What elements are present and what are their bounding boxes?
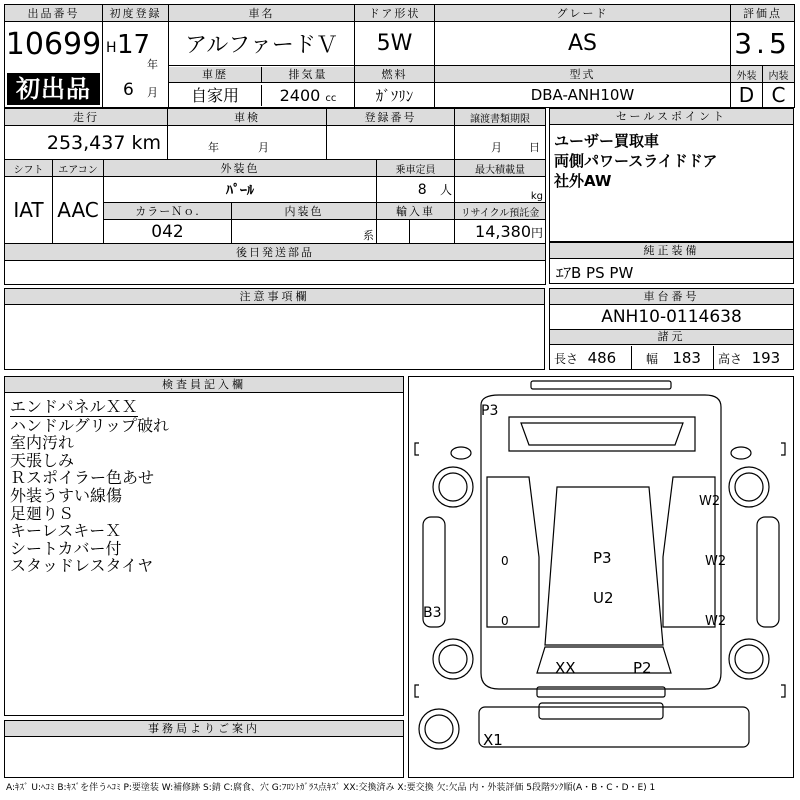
inspector-line-8: キーレスキーＸ [10, 521, 122, 541]
capacity-label: 乗車定員 [377, 160, 455, 177]
chassis-box [549, 288, 794, 370]
first-reg-year: 17 [117, 30, 151, 60]
ext-score-label: 外装 [731, 66, 763, 83]
height-label: 高さ [718, 352, 743, 366]
left-door-shape [487, 477, 539, 627]
bracket-left-bottom [415, 685, 419, 697]
right-mirror-shape [731, 447, 751, 459]
office-label: 事務局よりご案内 [5, 721, 403, 737]
reg-no-cell [327, 126, 455, 160]
width-label: 幅 [646, 352, 659, 366]
score-value: 3.5 [731, 22, 795, 66]
genuine-label: 純正装備 [550, 243, 793, 259]
inspection-year-unit: 年 [208, 141, 220, 154]
import-label: 輸入車 [377, 203, 455, 220]
history-label: 車歴 [169, 67, 262, 82]
inspection-label: 車検 [168, 109, 327, 126]
first-reg-cell [103, 22, 169, 108]
lot-no-cell [5, 22, 103, 108]
bracket-right-bottom [781, 685, 785, 697]
first-reg-month: 6 [123, 80, 134, 100]
inspector-line-5: Ｒスポイラー色あせ [10, 468, 155, 488]
chassis-value: ANH10-0114638 [601, 307, 742, 327]
transfer-date-label: 譲渡書類期限 [455, 109, 546, 126]
specs-row [550, 346, 793, 370]
sales-point-1: ユーザー買取車 [554, 132, 660, 150]
mark-p3-front: P3 [481, 403, 499, 419]
first-listing-badge: 初出品 [7, 73, 100, 105]
first-reg-label: 初度登録 [103, 5, 169, 22]
windshield-shape [521, 423, 683, 445]
sales-point-3: 社外AW [554, 172, 612, 190]
hood-shape [509, 417, 695, 451]
inspector-line-2: ハンドルグリップ破れ [10, 415, 170, 435]
length-label: 長さ [554, 352, 579, 366]
inspector-label: 検査員記入欄 [5, 377, 403, 393]
shift-value: IAT [5, 177, 53, 244]
right-side-strip [757, 517, 779, 627]
grade-label: グレード [435, 5, 731, 22]
sales-points-label: セールスポイント [550, 109, 793, 125]
recycle-unit: 円 [531, 226, 544, 240]
model-code-label: 型式 [435, 66, 731, 83]
length-value: 486 [587, 349, 617, 367]
mark-zero-left1: 0 [501, 554, 509, 568]
mark-w2-right3: W2 [705, 614, 727, 629]
mark-w2-right2: W2 [705, 554, 727, 569]
legend-text: A:ｷｽﾞ U:ﾍｺﾐ B:ｷｽﾞを伴うﾍｺﾐ P:要塗装 W:補修跡 S:錆 C:腐食、穴 G:ﾌﾛﾝﾄｶﾞﾗｽ点ｷｽﾞ XX:交換済み X:要交換 欠:欠品 内・外装評価 5段階ﾗﾝｸ順(A・B・C・D・E) 1 [6, 783, 656, 793]
chassis-label: 車台番号 [550, 289, 793, 305]
ac-label: エアコン [53, 160, 104, 177]
interior-color-unit: 系 [232, 220, 377, 244]
car-name-value: アルファードＶ [169, 22, 355, 66]
inspector-lines [10, 397, 169, 575]
model-code-value: DBA-ANH10W [435, 83, 731, 108]
wheel-front-right-inner [735, 473, 763, 501]
transfer-date-cell [455, 126, 546, 160]
capacity-cell [377, 177, 455, 203]
inspector-line-6: 外装うすい線傷 [10, 485, 123, 505]
car-diagram [408, 376, 794, 778]
wheel-front-left-inner [439, 473, 467, 501]
height-value: 193 [751, 349, 781, 367]
inspector-line-1: エンドパネルＸＸ [10, 397, 138, 416]
mark-w2-right: W2 [699, 494, 721, 509]
capacity-unit: 人 [440, 183, 453, 197]
inspector-box [4, 376, 404, 716]
score-label: 評価点 [731, 5, 795, 22]
grade-value: AS [435, 22, 731, 66]
genuine-value: ｴｱB PS PW [556, 264, 634, 282]
door-label: ドア形状 [355, 5, 435, 22]
fuel-value: ｶﾞｿﾘﾝ [355, 83, 435, 108]
recycle-value: 14,380 [475, 222, 531, 241]
transfer-month-unit: 月 [491, 141, 503, 154]
later-parts-label: 後日発送部品 [5, 244, 546, 261]
width-value: 183 [672, 349, 701, 367]
mileage-unit: km [131, 131, 162, 154]
left-mirror-shape [451, 447, 471, 459]
sales-point-2: 両側パワースライドドア [554, 152, 718, 170]
wheel-rear-left-inner [439, 645, 467, 673]
ext-score-value: D [731, 83, 763, 108]
import-cell-b [410, 220, 455, 244]
front-bumper-shape [531, 381, 671, 389]
max-load-label: 最大積載量 [455, 160, 546, 177]
genuine-box [549, 242, 794, 284]
first-reg-era: H [106, 40, 117, 56]
mileage-value: 253,437 [46, 131, 126, 154]
import-cell-a [377, 220, 410, 244]
displacement-value: 2400 [279, 85, 321, 105]
inspector-line-9: シートカバー付 [10, 538, 122, 558]
fuel-label: 燃料 [355, 66, 435, 83]
color-no-value: 042 [104, 220, 232, 244]
bracket-left-top [415, 443, 419, 455]
exterior-color-label: 外装色 [104, 160, 377, 177]
specs-label: 諸元 [550, 329, 793, 345]
lot-no-value: 10699 [5, 27, 102, 62]
spare-wheel-inner [425, 715, 453, 743]
mark-xx-rear: XX [555, 659, 576, 677]
capacity-value: 8 [417, 182, 427, 198]
int-score-value: C [763, 83, 795, 108]
details-table [4, 108, 546, 285]
mark-p3-center: P3 [593, 549, 612, 567]
recycle-label: リサイクル預託金 [455, 203, 546, 220]
mark-u2-center: U2 [593, 589, 614, 607]
car-diagram-svg [409, 377, 793, 777]
inspector-line-3: 室内汚れ [10, 433, 75, 453]
history-disp-label-cell [169, 66, 355, 83]
mileage-cell [5, 126, 168, 160]
displacement-label: 排気量 [262, 67, 354, 82]
inspector-line-7: 足廻りＳ [10, 503, 75, 523]
inspector-line-10: スタッドレスタイヤ [10, 556, 154, 576]
spare-panel-shape [479, 707, 749, 747]
first-reg-year-unit: 年 [147, 58, 158, 71]
mark-x1-spare: X1 [483, 731, 503, 749]
displacement-unit: cc [325, 92, 337, 104]
mark-p2-rear: P2 [633, 659, 652, 677]
inspector-line-4: 天張しみ [10, 450, 75, 470]
inspection-month-unit: 月 [258, 141, 270, 154]
mark-b3-left: B3 [423, 605, 442, 621]
color-no-label: カラーＮｏ. [104, 203, 232, 220]
notes-box [4, 288, 545, 370]
shift-label: シフト [5, 160, 53, 177]
door-value: 5W [355, 22, 435, 66]
inspection-cell [168, 126, 327, 160]
mileage-label: 走行 [5, 109, 168, 126]
office-box [4, 720, 404, 778]
sales-points-box [549, 108, 794, 242]
notes-label: 注意事項欄 [5, 289, 544, 305]
lot-no-label: 出品番号 [5, 5, 103, 22]
history-value: 自家用 [169, 85, 262, 106]
later-parts-cell [5, 261, 546, 285]
mark-zero-left2: 0 [501, 614, 509, 628]
header-table [4, 4, 795, 108]
bracket-right-top [781, 443, 785, 455]
car-name-label: 車名 [169, 5, 355, 22]
first-reg-month-unit: 月 [147, 86, 158, 99]
wheel-rear-right-inner [735, 645, 763, 673]
interior-color-label: 内装色 [232, 203, 377, 220]
transfer-day-unit: 日 [529, 141, 541, 154]
reg-no-label: 登録番号 [327, 109, 455, 126]
exterior-color-value: ﾊﾟｰﾙ [104, 177, 377, 203]
max-load-unit: kg [455, 177, 546, 203]
history-disp-value-cell [169, 83, 355, 108]
int-score-label: 内装 [763, 66, 795, 83]
ac-value: AAC [53, 177, 104, 244]
rear-plate-shape [539, 703, 663, 719]
recycle-cell [455, 220, 546, 244]
